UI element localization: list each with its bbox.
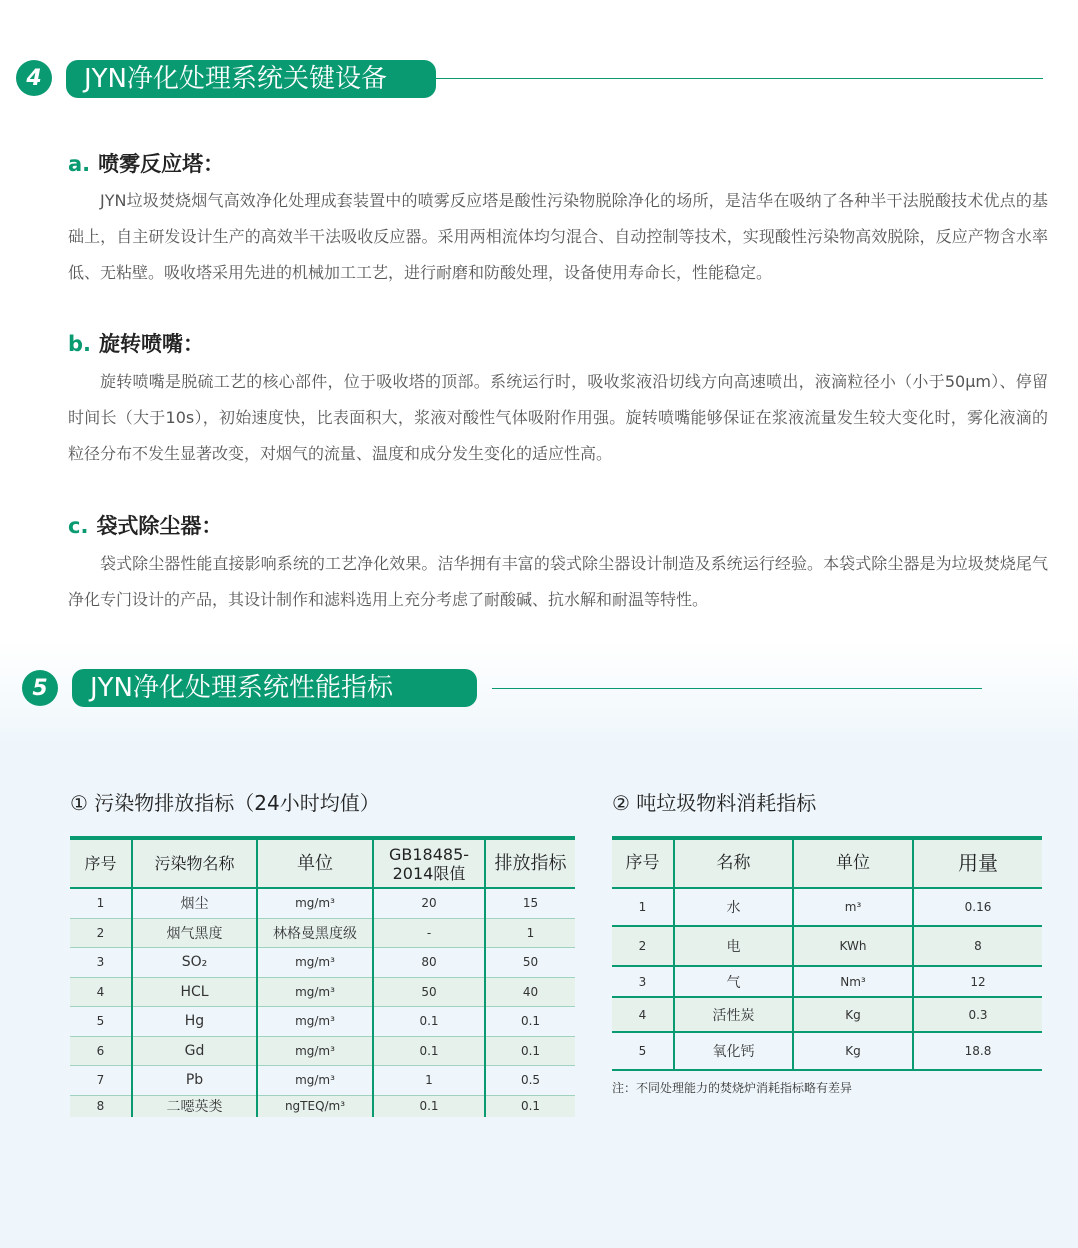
table-cell: 80 bbox=[373, 947, 485, 977]
table-cell: 12 bbox=[913, 966, 1042, 997]
table-row bbox=[612, 966, 1042, 997]
table-cell: 7 bbox=[70, 1065, 132, 1095]
table-cell: 1 bbox=[612, 888, 674, 926]
paragraph-spray-tower: JYN垃圾焚烧烟气高效净化处理成套装置中的喷雾反应塔是酸性污染物脱除净化的场所，是洁华在吸纳了各种半干法脱酸技术优点的基础上，自主研发设计生产的高效半干法吸收反应器。采用两相流体均匀混合、自动控制等技术，实现酸性污染物高效脱除，反应产物含水率低、无粘壁。吸收塔采用先进的机械加工工艺，进行耐磨和防酸处理，设备使用寿命长，性能稳定。 bbox=[68, 191, 1048, 282]
table-row bbox=[70, 977, 575, 1006]
table-cell: Pb bbox=[132, 1065, 257, 1095]
consumption-table bbox=[612, 836, 1042, 1071]
table1-header-emission: 排放指标 bbox=[485, 838, 575, 888]
table-cell: 二噁英类 bbox=[132, 1095, 257, 1117]
table-cell: 0.1 bbox=[373, 1036, 485, 1065]
table-cell: 3 bbox=[70, 947, 132, 977]
table-cell: 0.3 bbox=[913, 997, 1042, 1032]
table-cell: 气 bbox=[674, 966, 793, 997]
table-row bbox=[70, 1065, 575, 1095]
table-cell: 林格曼黑度级 bbox=[257, 918, 373, 947]
table-cell: m³ bbox=[793, 888, 913, 926]
table-cell: 2 bbox=[612, 926, 674, 966]
table-cell: 活性炭 bbox=[674, 997, 793, 1032]
table-cell: 50 bbox=[373, 977, 485, 1006]
table-row bbox=[70, 918, 575, 947]
table-cell: mg/m³ bbox=[257, 1036, 373, 1065]
table-row bbox=[612, 888, 1042, 926]
table-cell: HCL bbox=[132, 977, 257, 1006]
section-divider bbox=[436, 78, 1043, 79]
table-cell: Kg bbox=[793, 997, 913, 1032]
table-cell: ngTEQ/m³ bbox=[257, 1095, 373, 1117]
subsection-title-a: a. 喷雾反应塔： bbox=[68, 152, 225, 176]
table1-header-unit: 单位 bbox=[257, 838, 373, 888]
paragraph-bag-filter: 袋式除尘器性能直接影响系统的工艺净化效果。洁华拥有丰富的袋式除尘器设计制造及系统运行经验。本袋式除尘器是为垃圾焚烧尾气净化专门设计的产品，其设计制作和滤料选用上充分考虑了耐酸碱、抗水解和耐温等特性。 bbox=[68, 554, 1048, 609]
section-number-badge: 4 bbox=[16, 60, 52, 96]
table2-header-name: 名称 bbox=[674, 838, 793, 888]
table-cell: 6 bbox=[70, 1036, 132, 1065]
table-cell: 4 bbox=[612, 997, 674, 1032]
table-cell: 0.5 bbox=[485, 1065, 575, 1095]
table-cell: 20 bbox=[373, 888, 485, 918]
table-cell: 4 bbox=[70, 977, 132, 1006]
table-cell: Gd bbox=[132, 1036, 257, 1065]
table-cell: Kg bbox=[793, 1032, 913, 1070]
table1-title: ① 污染物排放指标（24小时均值） bbox=[70, 791, 380, 815]
table-cell: 0.1 bbox=[373, 1006, 485, 1036]
table-cell: 氧化钙 bbox=[674, 1032, 793, 1070]
table-row bbox=[70, 1006, 575, 1036]
table-row bbox=[70, 1095, 575, 1117]
table-cell: 1 bbox=[70, 888, 132, 918]
table-cell: 1 bbox=[485, 918, 575, 947]
table-cell: 2 bbox=[70, 918, 132, 947]
table-cell: SO₂ bbox=[132, 947, 257, 977]
table-cell: Hg bbox=[132, 1006, 257, 1036]
table1-header-name: 污染物名称 bbox=[132, 838, 257, 888]
table1-header-limit: GB18485-2014限值 bbox=[373, 838, 485, 888]
table-cell: 电 bbox=[674, 926, 793, 966]
table-cell: - bbox=[373, 918, 485, 947]
section-number-badge: 5 bbox=[22, 670, 58, 706]
table-cell: 50 bbox=[485, 947, 575, 977]
table-cell: 水 bbox=[674, 888, 793, 926]
table-cell: mg/m³ bbox=[257, 947, 373, 977]
subsection-title-b: b. 旋转喷嘴： bbox=[68, 332, 205, 356]
table-row bbox=[70, 947, 575, 977]
section-title: JYN净化处理系统关键设备 bbox=[66, 60, 436, 98]
table-cell: mg/m³ bbox=[257, 977, 373, 1006]
table-cell: 烟气黑度 bbox=[132, 918, 257, 947]
paragraph-rotary-nozzle: 旋转喷嘴是脱硫工艺的核心部件，位于吸收塔的顶部。系统运行时，吸收浆液沿切线方向高速喷出，液滴粒径小（小于50μm）、停留时间长（大于10s），初始速度快，比表面积大，浆液对酸性气体吸附作用强。旋转喷嘴能够保证在浆液流量发生较大变化时，雾化液滴的粒径分布不发生显著改变，对烟气的流量、温度和成分发生变化的适应性高。 bbox=[68, 372, 1048, 463]
table-cell: 15 bbox=[485, 888, 575, 918]
table-cell: 烟尘 bbox=[132, 888, 257, 918]
table-cell: 5 bbox=[70, 1006, 132, 1036]
table2-title: ② 吨垃圾物料消耗指标 bbox=[612, 791, 817, 815]
table-cell: 5 bbox=[612, 1032, 674, 1070]
table-row bbox=[612, 926, 1042, 966]
table-cell: 1 bbox=[373, 1065, 485, 1095]
section-divider bbox=[492, 688, 982, 689]
table2-note: 注：不同处理能力的焚烧炉消耗指标略有差异 bbox=[612, 1081, 853, 1095]
table2-header-unit: 单位 bbox=[793, 838, 913, 888]
table-cell: 0.1 bbox=[485, 1006, 575, 1036]
table-cell: 18.8 bbox=[913, 1032, 1042, 1070]
table-cell: 8 bbox=[913, 926, 1042, 966]
table2-header-amount: 用量 bbox=[913, 838, 1042, 888]
table-row bbox=[612, 1032, 1042, 1070]
subsection-title-c: c. 袋式除尘器： bbox=[68, 514, 223, 538]
table-cell: mg/m³ bbox=[257, 1006, 373, 1036]
table-cell: 3 bbox=[612, 966, 674, 997]
table-cell: 0.1 bbox=[485, 1036, 575, 1065]
table1-header-index: 序号 bbox=[70, 838, 132, 888]
table-cell: 0.1 bbox=[373, 1095, 485, 1117]
table-cell: mg/m³ bbox=[257, 1065, 373, 1095]
table-row bbox=[70, 1036, 575, 1065]
table-cell: 0.16 bbox=[913, 888, 1042, 926]
table-cell: KWh bbox=[793, 926, 913, 966]
table-cell: 8 bbox=[70, 1095, 132, 1117]
table-cell: Nm³ bbox=[793, 966, 913, 997]
table-cell: 40 bbox=[485, 977, 575, 1006]
emission-table bbox=[70, 836, 575, 1117]
table-row bbox=[612, 997, 1042, 1032]
section-title: JYN净化处理系统性能指标 bbox=[72, 669, 477, 707]
table2-header-index: 序号 bbox=[612, 838, 674, 888]
table-cell: 0.1 bbox=[485, 1095, 575, 1117]
table-cell: mg/m³ bbox=[257, 888, 373, 918]
table-row bbox=[70, 888, 575, 918]
